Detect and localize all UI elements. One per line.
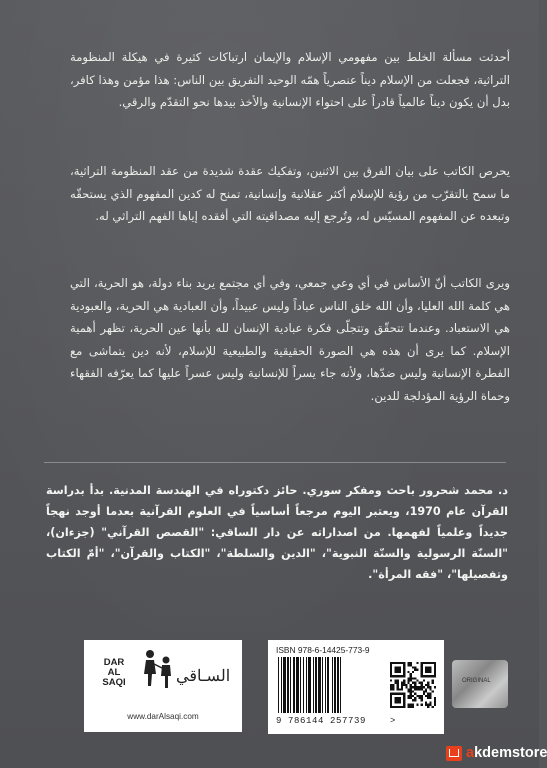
qr-module [434, 704, 436, 706]
qr-module [401, 675, 403, 677]
barcode-bar [315, 657, 317, 713]
qr-module [408, 704, 410, 706]
qr-module [394, 671, 396, 673]
qr-module [421, 682, 423, 684]
qr-module [399, 671, 401, 673]
qr-module [432, 675, 434, 677]
qr-module [397, 680, 399, 682]
qr-module [425, 666, 427, 668]
qr-module [397, 686, 399, 688]
qr-module [392, 706, 394, 708]
qr-module [425, 690, 427, 692]
qr-module [427, 669, 429, 671]
qr-module [414, 688, 416, 690]
qr-module [394, 701, 396, 703]
qr-module [397, 669, 399, 671]
qr-module [429, 662, 431, 664]
qr-module [421, 675, 423, 677]
qr-module [394, 693, 396, 695]
isbn-label: ISBN 978-6-14425-773-9 [276, 645, 370, 655]
qr-module [414, 697, 416, 699]
qr-module [421, 699, 423, 701]
qr-module [434, 701, 436, 703]
qr-module [421, 673, 423, 675]
barcode-bar [287, 657, 289, 713]
qr-module [399, 701, 401, 703]
qr-module [392, 688, 394, 690]
qr-module [410, 662, 412, 664]
qr-module [410, 697, 412, 699]
qr-module [399, 662, 401, 664]
qr-module [434, 686, 436, 688]
qr-module [425, 684, 427, 686]
qr-module [412, 666, 414, 668]
qr-module [421, 686, 423, 688]
qr-module [410, 690, 412, 692]
qr-module [390, 693, 392, 695]
qr-module [425, 688, 427, 690]
qr-module [410, 664, 412, 666]
isbn-digits: 9 786144 257739 [276, 716, 367, 726]
qr-module [412, 695, 414, 697]
qr-module [399, 699, 401, 701]
qr-module [416, 662, 418, 664]
barcode-bar [325, 657, 326, 713]
qr-module [403, 695, 405, 697]
qr-module [403, 697, 405, 699]
qr-module [408, 706, 410, 708]
original-sticker [452, 660, 508, 708]
publisher-url[interactable]: www.darAlsaqi.com [127, 712, 199, 721]
qr-module [394, 669, 396, 671]
qr-module [399, 706, 401, 708]
qr-module [423, 680, 425, 682]
qr-module [390, 688, 392, 690]
qr-module [425, 704, 427, 706]
qr-module [405, 684, 407, 686]
qr-module [408, 677, 410, 679]
qr-module [421, 671, 423, 673]
qr-module [421, 704, 423, 706]
store-watermark-text: akdemstore [466, 745, 547, 761]
barcode-bar [337, 657, 339, 713]
qr-module [410, 706, 412, 708]
qr-module [405, 686, 407, 688]
barcode-bars [276, 657, 384, 713]
isbn-arrow: > [390, 716, 396, 726]
qr-module [399, 669, 401, 671]
qr-module [397, 688, 399, 690]
barcode-bar [318, 657, 321, 713]
qr-module [394, 680, 396, 682]
publisher-name-ar: السـاقي [176, 666, 231, 685]
qr-module [421, 664, 423, 666]
qr-module [392, 662, 394, 664]
qr-module [408, 671, 410, 673]
qr-module [410, 686, 412, 688]
qr-module [408, 697, 410, 699]
qr-module [390, 704, 392, 706]
qr-module [401, 684, 403, 686]
barcode-bar [278, 657, 279, 713]
qr-module [392, 686, 394, 688]
qr-module [429, 686, 431, 688]
barcode-bar [334, 657, 336, 713]
qr-module [394, 666, 396, 668]
qr-module [432, 690, 434, 692]
qr-module [390, 701, 392, 703]
qr-module [416, 688, 418, 690]
barcode-bar [340, 657, 341, 713]
qr-module [429, 695, 431, 697]
qr-module [429, 666, 431, 668]
qr-module [423, 690, 425, 692]
qr-module [410, 673, 412, 675]
qr-module [403, 675, 405, 677]
qr-module [390, 664, 392, 666]
qr-module [394, 682, 396, 684]
qr-module [403, 701, 405, 703]
qr-module [421, 697, 423, 699]
qr-module [397, 682, 399, 684]
qr-module [392, 675, 394, 677]
qr-module [429, 701, 431, 703]
qr-module [434, 666, 436, 668]
qr-module [390, 695, 392, 697]
barcode-bar [283, 657, 286, 713]
qr-module [397, 697, 399, 699]
qr-module [403, 671, 405, 673]
store-watermark [446, 742, 547, 764]
qr-module [397, 662, 399, 664]
qr-module [399, 697, 401, 699]
barcode-bar [296, 657, 299, 713]
qr-module [429, 671, 431, 673]
qr-module [425, 675, 427, 677]
qr-module [408, 695, 410, 697]
qr-module [421, 669, 423, 671]
qr-module [394, 697, 396, 699]
qr-module [403, 662, 405, 664]
qr-module [403, 664, 405, 666]
qr-module [427, 697, 429, 699]
qr-module [390, 662, 392, 664]
qr-module [421, 662, 423, 664]
qr-module [408, 682, 410, 684]
bag-icon [446, 746, 462, 761]
qr-module [408, 690, 410, 692]
qr-module [427, 686, 429, 688]
qr-module [427, 682, 429, 684]
qr-module [408, 664, 410, 666]
qr-module [416, 680, 418, 682]
qr-module [394, 699, 396, 701]
qr-module [408, 662, 410, 664]
barcode-bar [327, 657, 329, 713]
qr-module [421, 684, 423, 686]
qr-module [432, 680, 434, 682]
qr-module [416, 686, 418, 688]
qr-module [412, 690, 414, 692]
qr-module [408, 688, 410, 690]
sticker-text: ORIGINAL [462, 678, 491, 684]
qr-module [401, 688, 403, 690]
qr-module [403, 680, 405, 682]
qr-module [397, 701, 399, 703]
qr-module [427, 695, 429, 697]
qr-module [429, 688, 431, 690]
qr-module [390, 669, 392, 671]
publisher-name-en: DAR AL SAQI [102, 657, 126, 688]
qr-module [427, 666, 429, 668]
qr-module [423, 686, 425, 688]
qr-module [397, 671, 399, 673]
qr-module [397, 706, 399, 708]
qr-module [418, 695, 420, 697]
qr-module [434, 697, 436, 699]
qr-module [429, 675, 431, 677]
qr-module [412, 706, 414, 708]
qr-module [423, 675, 425, 677]
qr-module [418, 697, 420, 699]
qr-module [401, 662, 403, 664]
qr-module [394, 662, 396, 664]
barcode-bar [322, 657, 323, 713]
qr-module [425, 669, 427, 671]
qr-module [414, 682, 416, 684]
qr-module [414, 684, 416, 686]
qr-module [421, 695, 423, 697]
qr-module [425, 671, 427, 673]
qr-module [414, 677, 416, 679]
barcode-bar [303, 657, 304, 713]
qr-module [390, 680, 392, 682]
qr-module [416, 704, 418, 706]
qr-module [401, 706, 403, 708]
qr-module [399, 666, 401, 668]
qr-module [403, 673, 405, 675]
qr-module [418, 688, 420, 690]
qr-module [410, 688, 412, 690]
barcode-bar [332, 657, 333, 713]
qr-module [427, 704, 429, 706]
description-paragraph-1: أحدثت مسألة الخلط بين مفهومي الإسلام والإيمان ارتباكات كثيرة في هيكلة المنظومة التراثية، فجعلت من الإسلام ديناً عنصرياً همّه الوحيد التفريق بين الناس: هذا مؤمن وهذا كافر، بدل أن يكون ديناً عالمياً قادراً على احتواء الإنسانية والأخذ بيدها نحو التقدّم والرقي. [70, 50, 510, 110]
qr-module [434, 675, 436, 677]
barcode-bar [313, 657, 314, 713]
qr-module [403, 706, 405, 708]
qr-module [403, 693, 405, 695]
qr-module [414, 669, 416, 671]
qr-module [418, 686, 420, 688]
qr-module [410, 677, 412, 679]
qr-module [410, 684, 412, 686]
barcode-bar [290, 657, 291, 713]
qr-module [416, 695, 418, 697]
qr-module [403, 666, 405, 668]
qr-module [423, 693, 425, 695]
qr-module [410, 693, 412, 695]
description-paragraph-3: ويرى الكاتب أنّ الأساس في أي وعي جمعي، وفي أي مجتمع يريد بناء دولة، هو الحرية، التي هي كلمة الله العليا، وأن الله خلق الناس عباداً وليس عبيداً، وأن العبادية هي الحرية، والعبودية هي الاستعباد. وعندما تتحقّق وتتجلّى فكرة عبادية الإنسان لله بأنها عين الحرية، تظهر أهمية الإسلام. كما يرى أن هذه هي الصورة الحقيقية والطبيعية للإسلام، لأنه دين يتماشى مع الفطرة الإنسانية وليس ضدّها، ولأنه جاء يسراً للإنسانية وليس عسراً عليها كما يعرّفه الفقهاء وحماة الرؤية المؤدلجة للدين. [70, 276, 510, 403]
qr-module [414, 686, 416, 688]
qr-module [392, 684, 394, 686]
qr-module [432, 706, 434, 708]
qr-module [401, 693, 403, 695]
qr-code-icon [390, 662, 436, 708]
qr-module [390, 673, 392, 675]
qr-module [414, 699, 416, 701]
qr-module [412, 677, 414, 679]
qr-module [434, 664, 436, 666]
qr-module [399, 675, 401, 677]
qr-module [403, 669, 405, 671]
qr-module [427, 693, 429, 695]
qr-module [401, 686, 403, 688]
qr-module [434, 673, 436, 675]
qr-module [425, 695, 427, 697]
qr-module [390, 675, 392, 677]
qr-module [429, 693, 431, 695]
qr-module [403, 684, 405, 686]
qr-module [390, 697, 392, 699]
qr-module [412, 699, 414, 701]
qr-module [390, 671, 392, 673]
qr-module [416, 669, 418, 671]
qr-module [434, 669, 436, 671]
qr-module [397, 693, 399, 695]
qr-module [427, 706, 429, 708]
qr-module [427, 684, 429, 686]
qr-module [390, 684, 392, 686]
qr-module [410, 704, 412, 706]
barcode-bar [281, 657, 282, 713]
qr-module [432, 682, 434, 684]
barcode-bar [306, 657, 307, 713]
qr-module [418, 682, 420, 684]
qr-module [427, 671, 429, 673]
qr-module [412, 704, 414, 706]
qr-module [412, 671, 414, 673]
qr-module [399, 688, 401, 690]
qr-module [401, 682, 403, 684]
qr-module [403, 699, 405, 701]
barcode-bar [300, 657, 301, 713]
qr-module [392, 693, 394, 695]
description-paragraph-2: يحرص الكاتب على بيان الفرق بين الاثنين، وتفكيك عقدة شديدة من عقد المنظومة التراثية، ما سمح بالتقرّب من رؤية للإسلام أكثر عقلانية وإنسانية، تمنح له كدين المفهوم الذي يستحقّه وتبعده عن المفهوم المسيّس له، وتُرجع إليه مصداقيته التي أفقده إياها الفهم التراثي له. [70, 164, 510, 224]
qr-module [410, 695, 412, 697]
author-bio: د. محمد شحرور باحث ومفكر سوري. حائز دكتوراه في الهندسة المدنية. بدأ بدراسة القرآن عام 1970، ويعتبر اليوم مرجعاً أساسياً في العلوم القرآنية بعدما أوجد نهجاً جديداً وعلمياً لفهمها. من اصداراته عن دار الساقي: "القصص القرآني" (جزءان)، "السنّة الرسولية والسنّة النبوية"، "الدين والسلطة"، "الكتاب والقرآن"، "أمّ الكتاب وتفصيلها"، "فقه المرأة". [46, 484, 509, 581]
qr-module [432, 662, 434, 664]
qr-module [397, 699, 399, 701]
qr-module [434, 699, 436, 701]
qr-module [390, 699, 392, 701]
qr-module [434, 662, 436, 664]
qr-module [410, 680, 412, 682]
qr-module [429, 704, 431, 706]
publisher-figure-icon [138, 646, 178, 692]
qr-module [390, 666, 392, 668]
section-divider [44, 462, 506, 463]
qr-module [399, 693, 401, 695]
qr-module [394, 706, 396, 708]
qr-module [421, 666, 423, 668]
qr-module [410, 675, 412, 677]
qr-module [397, 666, 399, 668]
qr-module [397, 675, 399, 677]
qr-module [394, 675, 396, 677]
qr-module [421, 688, 423, 690]
qr-module [412, 682, 414, 684]
qr-module [425, 662, 427, 664]
qr-module [429, 669, 431, 671]
qr-module [425, 701, 427, 703]
qr-module [408, 680, 410, 682]
barcode-bar [293, 657, 295, 713]
qr-module [434, 671, 436, 673]
qr-module [414, 666, 416, 668]
qr-module [423, 662, 425, 664]
qr-module [390, 706, 392, 708]
qr-module [414, 693, 416, 695]
qr-module [397, 684, 399, 686]
qr-module [427, 675, 429, 677]
qr-module [390, 686, 392, 688]
qr-module [429, 697, 431, 699]
qr-module [403, 704, 405, 706]
qr-module [427, 662, 429, 664]
qr-module [412, 686, 414, 688]
barcode-bar [308, 657, 311, 713]
qr-module [403, 682, 405, 684]
